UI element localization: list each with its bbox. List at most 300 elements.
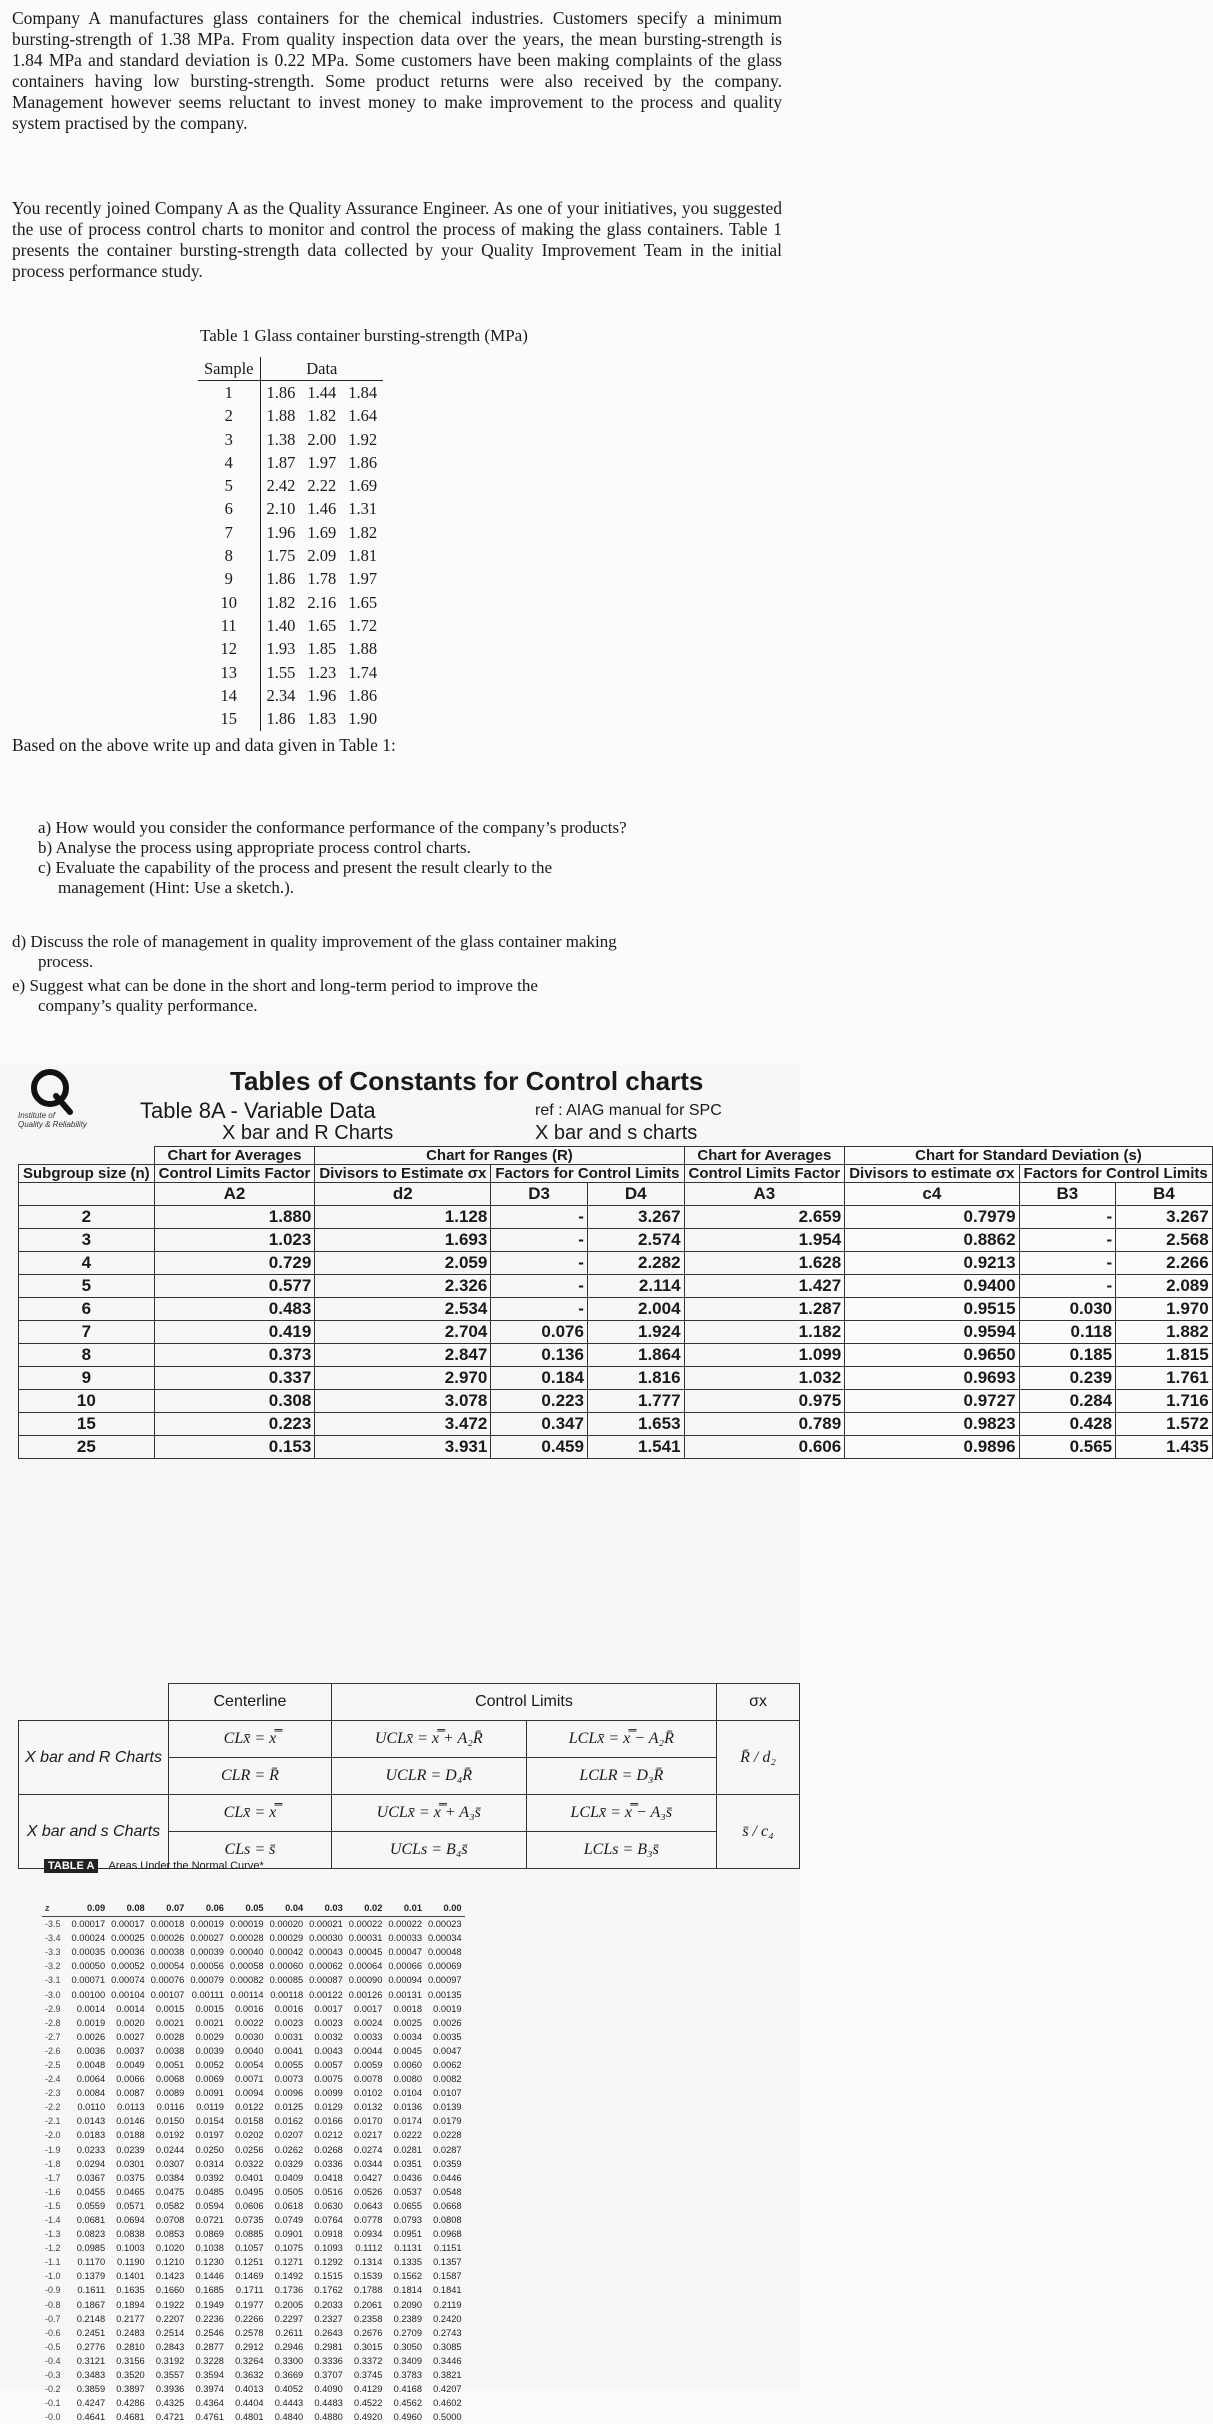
- data-header: Data: [260, 357, 383, 381]
- area-cell: 0.00114: [230, 1989, 264, 2000]
- constant-cell: 0.373: [154, 1344, 315, 1367]
- table-row: [198, 638, 383, 661]
- area-cell: 0.00031: [348, 1933, 383, 1944]
- area-cell: 0.0505: [274, 2186, 304, 2197]
- z-value: -3.1: [45, 1975, 61, 1986]
- area-cell: 0.3707: [314, 2370, 343, 2381]
- area-cell: 0.00040: [229, 1947, 264, 1958]
- sample-number: 4: [198, 451, 260, 474]
- data-cell: 1.40: [266, 615, 296, 635]
- area-cell: 0.0057: [314, 2059, 343, 2070]
- area-cell: 0.0427: [353, 2172, 383, 2183]
- table-row: [19, 1229, 1213, 1252]
- area-cell: 0.00118: [270, 1989, 304, 2000]
- area-cell: 0.0048: [76, 2059, 106, 2070]
- table-row: [198, 661, 383, 684]
- area-cell: 0.2946: [274, 2341, 304, 2352]
- area-cell: 0.4681: [116, 2412, 145, 2423]
- area-cell: 0.1170: [77, 2257, 106, 2268]
- area-cell: 0.0202: [235, 2130, 264, 2141]
- z-value: -1.6: [45, 2186, 61, 2197]
- data-cell: 1.96: [307, 685, 337, 705]
- constant-cell: 0.308: [154, 1390, 315, 1413]
- z-value: -3.0: [45, 1989, 61, 2000]
- z-value: -1.7: [45, 2172, 61, 2183]
- xbar-s-subtitle: X bar and s charts: [535, 1122, 698, 1144]
- constant-cell: 2.059: [315, 1252, 491, 1275]
- area-cell: 0.0329: [274, 2158, 304, 2169]
- table-row: [42, 2340, 465, 2354]
- area-cell: 0.2389: [393, 2313, 422, 2324]
- area-cell: 0.0162: [274, 2116, 304, 2127]
- area-cell: 0.0655: [393, 2200, 422, 2211]
- area-cell: 0.2776: [76, 2341, 106, 2352]
- area-cell: 0.0143: [76, 2116, 106, 2127]
- sample-number: 13: [198, 661, 260, 684]
- area-cell: 0.0113: [116, 2102, 145, 2113]
- constant-cell: -: [491, 1275, 588, 1298]
- constant-cell: 0.606: [684, 1436, 845, 1459]
- area-cell: 0.2611: [275, 2327, 304, 2338]
- table-8a-title: Table 8A - Variable Data: [140, 1098, 376, 1123]
- area-cell: 0.0446: [433, 2172, 462, 2183]
- table-row: [19, 1321, 1213, 1344]
- sample-number: 14: [198, 684, 260, 707]
- area-cell: 0.0078: [353, 2074, 383, 2085]
- area-cell: 0.3300: [274, 2355, 304, 2366]
- data-cell: 1.86: [348, 685, 378, 705]
- constant-cell: 0.347: [491, 1413, 588, 1436]
- constant-cell: 2.089: [1116, 1275, 1213, 1298]
- area-cell: 0.1271: [274, 2257, 304, 2268]
- area-cell: 0.3156: [116, 2355, 145, 2366]
- area-cell: 0.1314: [353, 2257, 383, 2268]
- area-cell: 0.00039: [190, 1947, 224, 1958]
- area-cell: 0.1539: [353, 2271, 383, 2282]
- area-cell: 0.0071: [235, 2074, 264, 2085]
- question-d-line1: d) Discuss the role of management in quality improvement of the glass container making: [12, 932, 617, 951]
- area-cell: 0.00058: [229, 1961, 264, 1972]
- constant-cell: -: [491, 1229, 588, 1252]
- area-cell: 0.3632: [235, 2370, 264, 2381]
- area-cell: 0.0968: [433, 2229, 462, 2240]
- table-row: [42, 2283, 465, 2297]
- area-cell: 0.0017: [314, 2003, 343, 2014]
- area-cell: 0.0031: [274, 2031, 304, 2042]
- area-cell: 0.0016: [235, 2003, 264, 2014]
- chart-ranges-header: Chart for Ranges (R): [315, 1147, 684, 1165]
- area-cell: 0.0107: [433, 2088, 462, 2099]
- constant-cell: 1.653: [587, 1413, 684, 1436]
- column-header: 0.02: [346, 1900, 386, 1917]
- area-cell: 0.00027: [190, 1933, 224, 1944]
- constant-cell: 2.282: [587, 1252, 684, 1275]
- subgroup-size: 10: [19, 1390, 155, 1413]
- area-cell: 0.2061: [353, 2299, 383, 2310]
- area-cell: 0.0091: [195, 2088, 224, 2099]
- area-cell: 0.0401: [235, 2172, 264, 2183]
- area-cell: 0.0119: [196, 2102, 224, 2113]
- area-cell: 0.0068: [155, 2074, 185, 2085]
- table-row: [42, 2269, 465, 2283]
- area-cell: 0.0089: [155, 2088, 185, 2099]
- area-cell: 0.00111: [191, 1989, 224, 2000]
- constant-cell: 0.789: [684, 1413, 845, 1436]
- constant-cell: 0.9823: [845, 1413, 1019, 1436]
- area-cell: 0.0051: [155, 2059, 185, 2070]
- blank-corner: [19, 1147, 155, 1165]
- chart-sd-header: Chart for Standard Deviation (s): [845, 1147, 1213, 1165]
- area-cell: 0.2148: [76, 2313, 106, 2324]
- area-cell: 0.1711: [235, 2285, 264, 2296]
- constant-cell: -: [1019, 1252, 1116, 1275]
- area-cell: 0.0110: [77, 2102, 106, 2113]
- area-cell: 0.3974: [195, 2384, 224, 2395]
- area-cell: 0.0099: [314, 2088, 343, 2099]
- area-cell: 0.0793: [393, 2215, 422, 2226]
- symbol-cell: A2: [154, 1183, 315, 1206]
- area-cell: 0.00030: [309, 1933, 343, 1944]
- question-e-line1: e) Suggest what can be done in the short and long-term period to improve the: [12, 976, 538, 995]
- z-value: -0.0: [45, 2412, 61, 2423]
- constant-cell: 1.777: [587, 1390, 684, 1413]
- area-cell: 0.2546: [195, 2327, 224, 2338]
- area-cell: 0.2912: [235, 2341, 264, 2352]
- constant-cell: 1.864: [587, 1344, 684, 1367]
- table-row: [19, 1206, 1213, 1229]
- table-row: [42, 2396, 465, 2410]
- data-cell: 2.42: [266, 476, 296, 496]
- subgroup-size: 3: [19, 1229, 155, 1252]
- table-row: [42, 2143, 465, 2157]
- constant-cell: 1.287: [684, 1298, 845, 1321]
- table-row: [19, 1436, 1213, 1459]
- sample-number: 2: [198, 405, 260, 428]
- area-cell: 0.4443: [274, 2398, 304, 2409]
- sample-number: 1: [198, 381, 260, 405]
- area-cell: 0.0023: [314, 2017, 343, 2028]
- column-header: z: [42, 1900, 69, 1917]
- table-row: [42, 2030, 465, 2044]
- data-cell: 1.65: [307, 615, 337, 635]
- area-cell: 0.00066: [388, 1961, 422, 1972]
- area-cell: 0.3085: [433, 2341, 462, 2352]
- intro-paragraph-2: You recently joined Company A as the Quality Assurance Engineer. As one of your initiatives, you suggested the use of process control charts to monitor and control the process of making the glass containers. Table 1 presents the container bursting-strength data collected by your Quality Improvement Team in the initial process performance study.: [12, 198, 782, 281]
- area-cell: 0.2090: [393, 2299, 422, 2310]
- area-cell: 0.00122: [309, 1989, 343, 2000]
- area-cell: 0.1660: [155, 2285, 185, 2296]
- area-cell: 0.1788: [353, 2285, 383, 2296]
- constant-cell: 1.182: [684, 1321, 845, 1344]
- questions-lead: Based on the above write up and data given in Table 1:: [12, 735, 396, 755]
- area-cell: 0.0262: [274, 2144, 304, 2155]
- area-cell: 0.1841: [433, 2285, 462, 2296]
- question-d-line2: process.: [38, 952, 94, 971]
- constant-cell: 0.975: [684, 1390, 845, 1413]
- z-value: -3.2: [45, 1961, 61, 1972]
- z-value: -0.8: [45, 2299, 61, 2310]
- area-cell: 0.0021: [195, 2017, 224, 2028]
- area-cell: 0.1867: [76, 2299, 106, 2310]
- area-cell: 0.0516: [314, 2186, 343, 2197]
- table-row: [19, 1344, 1213, 1367]
- area-cell: 0.3783: [393, 2370, 422, 2381]
- constant-cell: 0.9515: [845, 1298, 1019, 1321]
- data-cell: 1.74: [348, 662, 378, 682]
- area-cell: 0.4052: [274, 2384, 304, 2395]
- area-cell: 0.00019: [229, 1919, 264, 1930]
- control-limits-factor-header-2: Control Limits Factor: [684, 1165, 845, 1183]
- data-cell: 1.92: [348, 429, 378, 449]
- area-cell: 0.0018: [393, 2003, 422, 2014]
- intro-paragraph-1: Company A manufactures glass containers for the chemical industries. Customers specify a minimum bursting-strength of 1.38 MPa. From quality inspection data over the years, the mean bursting-strength is 1.84 MPa and standard deviation is 0.22 MPa. Some customers have been making complaints of the glass containers having low bursting-strength. Some product returns were also received by the company. Management however seems reluctant to invest money to make improvement to the process and quality system practised by the company.: [12, 8, 782, 133]
- area-cell: 0.0045: [393, 2045, 422, 2056]
- data-cell: 1.87: [266, 452, 296, 472]
- data-cell: 2.09: [307, 546, 337, 566]
- area-cell: 0.0024: [353, 2017, 383, 2028]
- constant-cell: 2.704: [315, 1321, 491, 1344]
- constant-cell: 0.9594: [845, 1321, 1019, 1344]
- table-row: [42, 2002, 465, 2016]
- area-cell: 0.0808: [433, 2215, 462, 2226]
- constant-cell: -: [491, 1252, 588, 1275]
- xr-center-mean: CLx̄ = x̿: [168, 1721, 331, 1758]
- area-cell: 0.0174: [393, 2116, 422, 2127]
- xr-lcl-range: LCLR = D₃R̄: [526, 1758, 716, 1795]
- xs-ucl-mean: UCLx̄ = x̿ + A₃s̄: [331, 1795, 526, 1832]
- symbol-cell: c4: [845, 1183, 1019, 1206]
- sample-number: 15: [198, 707, 260, 730]
- area-cell: 0.00054: [150, 1961, 185, 1972]
- z-value: -1.1: [45, 2257, 61, 2268]
- area-cell: 0.1685: [195, 2285, 224, 2296]
- area-cell: 0.0985: [76, 2243, 106, 2254]
- area-cell: 0.00069: [428, 1961, 462, 1972]
- area-cell: 0.3264: [235, 2355, 264, 2366]
- area-cell: 0.0485: [195, 2186, 224, 2197]
- xbar-s-label: X bar and s Charts: [19, 1795, 169, 1869]
- constant-cell: 1.924: [587, 1321, 684, 1344]
- constant-cell: 1.128: [315, 1206, 491, 1229]
- z-value: -2.2: [45, 2102, 61, 2113]
- area-cell: 0.5000: [433, 2412, 462, 2423]
- area-cell: 0.0019: [433, 2003, 462, 2014]
- xr-center-range: CLR = R̄: [168, 1758, 331, 1795]
- reference-note: ref : AIAG manual for SPC: [535, 1102, 722, 1119]
- data-cell: 1.72: [348, 615, 378, 635]
- area-cell: 0.00131: [388, 1989, 422, 2000]
- constant-cell: 0.153: [154, 1436, 315, 1459]
- subgroup-size: 9: [19, 1367, 155, 1390]
- data-cell: 1.78: [307, 569, 337, 589]
- table-row: [42, 2354, 465, 2368]
- subgroup-size: 25: [19, 1436, 155, 1459]
- data-cell: 1.83: [307, 709, 337, 729]
- area-cell: 0.4129: [353, 2384, 383, 2395]
- constant-cell: 0.577: [154, 1275, 315, 1298]
- area-cell: 0.00033: [388, 1933, 422, 1944]
- constant-cell: 0.118: [1019, 1321, 1116, 1344]
- area-cell: 0.00062: [309, 1961, 343, 1972]
- area-cell: 0.0322: [235, 2158, 264, 2169]
- area-cell: 0.0901: [274, 2229, 304, 2240]
- control-limits-factor-header: Control Limits Factor: [154, 1165, 315, 1183]
- subgroup-size: 4: [19, 1252, 155, 1275]
- area-cell: 0.0032: [314, 2031, 343, 2042]
- area-cell: 0.00042: [269, 1947, 304, 1958]
- area-cell: 0.00024: [71, 1933, 106, 1944]
- area-cell: 0.0096: [274, 2088, 304, 2099]
- constant-cell: 0.9693: [845, 1367, 1019, 1390]
- constant-cell: 0.459: [491, 1436, 588, 1459]
- area-cell: 0.2709: [393, 2327, 422, 2338]
- area-cell: 0.00038: [150, 1947, 185, 1958]
- factors-header: Factors for Control Limits: [491, 1165, 684, 1183]
- constant-cell: 0.8862: [845, 1229, 1019, 1252]
- table-row: [42, 1959, 465, 1973]
- column-header: 0.03: [306, 1900, 346, 1917]
- area-cell: 0.1292: [314, 2257, 343, 2268]
- area-cell: 0.00135: [428, 1989, 462, 2000]
- constant-cell: 0.9213: [845, 1252, 1019, 1275]
- area-cell: 0.1251: [235, 2257, 264, 2268]
- table-row: [42, 2114, 465, 2128]
- data-cell: 1.69: [307, 522, 337, 542]
- area-cell: 0.2236: [195, 2313, 224, 2324]
- area-cell: 0.0735: [235, 2215, 264, 2226]
- table-row: [198, 707, 383, 730]
- area-cell: 0.0375: [116, 2172, 145, 2183]
- area-cell: 0.2981: [314, 2341, 343, 2352]
- area-cell: 0.0030: [235, 2031, 264, 2042]
- table-row: [198, 498, 383, 521]
- area-cell: 0.0409: [274, 2172, 304, 2183]
- area-cell: 0.3192: [155, 2355, 185, 2366]
- area-cell: 0.00026: [150, 1933, 185, 1944]
- constant-cell: 1.032: [684, 1367, 845, 1390]
- area-cell: 0.0040: [235, 2045, 264, 2056]
- area-cell: 0.1230: [195, 2257, 224, 2268]
- xr-sigma: R̄ / d₂: [717, 1721, 800, 1795]
- data-cell: 1.23: [307, 662, 337, 682]
- area-cell: 0.0294: [76, 2158, 106, 2169]
- constant-cell: 0.7979: [845, 1206, 1019, 1229]
- area-cell: 0.0084: [76, 2088, 106, 2099]
- table-row: [198, 591, 383, 614]
- area-cell: 0.0643: [353, 2200, 383, 2211]
- area-cell: 0.4325: [155, 2398, 185, 2409]
- constant-cell: 0.428: [1019, 1413, 1116, 1436]
- area-cell: 0.2297: [274, 2313, 304, 2324]
- area-cell: 0.3228: [195, 2355, 224, 2366]
- z-value: -0.3: [45, 2370, 61, 2381]
- centerline-header: Centerline: [168, 1684, 331, 1721]
- area-cell: 0.0146: [116, 2116, 145, 2127]
- area-cell: 0.3483: [76, 2370, 106, 2381]
- area-cell: 0.3520: [116, 2370, 145, 2381]
- cl-blank: [19, 1684, 169, 1721]
- area-cell: 0.0075: [314, 2074, 343, 2085]
- area-cell: 0.1894: [116, 2299, 145, 2310]
- constant-cell: 1.628: [684, 1252, 845, 1275]
- data-cell: 1.55: [266, 662, 296, 682]
- area-cell: 0.0681: [76, 2215, 106, 2226]
- constant-cell: 0.239: [1019, 1367, 1116, 1390]
- z-value: -1.8: [45, 2158, 61, 2169]
- area-cell: 0.0838: [116, 2229, 145, 2240]
- area-cell: 0.0062: [433, 2059, 462, 2070]
- area-cell: 0.2451: [76, 2327, 106, 2338]
- question-b: b) Analyse the process using appropriate process control charts.: [38, 838, 471, 857]
- table-row: [198, 428, 383, 451]
- area-cell: 0.2578: [235, 2327, 264, 2338]
- area-cell: 0.0951: [393, 2229, 422, 2240]
- constant-cell: 2.266: [1116, 1252, 1213, 1275]
- area-cell: 0.0618: [274, 2200, 304, 2211]
- area-cell: 0.1515: [314, 2271, 343, 2282]
- area-cell: 0.3669: [274, 2370, 304, 2381]
- constant-cell: 2.574: [587, 1229, 684, 1252]
- area-cell: 0.0708: [155, 2215, 185, 2226]
- symbol-row: [19, 1183, 1213, 1206]
- area-cell: 0.00028: [229, 1933, 264, 1944]
- area-cell: 0.00043: [309, 1947, 343, 1958]
- area-cell: 0.3745: [353, 2370, 383, 2381]
- data-cell: 1.90: [348, 709, 378, 729]
- area-cell: 0.0064: [76, 2074, 106, 2085]
- constant-cell: 0.030: [1019, 1298, 1116, 1321]
- z-value: -0.9: [45, 2285, 61, 2296]
- table-row: [42, 1973, 465, 1987]
- z-value: -3.4: [45, 1933, 61, 1944]
- constant-cell: 1.427: [684, 1275, 845, 1298]
- constant-cell: 3.078: [315, 1390, 491, 1413]
- constant-cell: 3.931: [315, 1436, 491, 1459]
- area-cell: 0.4721: [155, 2412, 185, 2423]
- table-row: [42, 2157, 465, 2171]
- column-header: 0.08: [108, 1900, 148, 1917]
- xs-center-mean: CLx̄ = x̿: [168, 1795, 331, 1832]
- area-cell: 0.1977: [235, 2299, 264, 2310]
- constants-body: [19, 1206, 1213, 1459]
- area-cell: 0.3594: [195, 2370, 224, 2381]
- area-cell: 0.0104: [393, 2088, 422, 2099]
- constant-cell: 2.534: [315, 1298, 491, 1321]
- sample-number: 6: [198, 498, 260, 521]
- constant-cell: -: [1019, 1275, 1116, 1298]
- area-cell: 0.0721: [195, 2215, 224, 2226]
- area-cell: 0.0125: [274, 2102, 304, 2113]
- bursting-strength-body: [198, 381, 383, 731]
- area-cell: 0.0233: [76, 2144, 106, 2155]
- column-header: 0.06: [187, 1900, 227, 1917]
- data-cell: 1.86: [266, 382, 296, 402]
- constant-cell: 0.136: [491, 1344, 588, 1367]
- area-cell: 0.00079: [190, 1975, 224, 1986]
- area-cell: 0.2207: [155, 2313, 185, 2324]
- area-cell: 0.0436: [393, 2172, 422, 2183]
- constant-cell: 0.185: [1019, 1344, 1116, 1367]
- area-cell: 0.00126: [348, 1989, 383, 2000]
- z-value: -3.5: [45, 1919, 61, 1930]
- table-row: [19, 1413, 1213, 1436]
- area-cell: 0.0049: [116, 2059, 145, 2070]
- area-cell: 0.0548: [433, 2186, 462, 2197]
- area-cell: 0.0021: [155, 2017, 185, 2028]
- table-row: [198, 521, 383, 544]
- constant-cell: 0.565: [1019, 1436, 1116, 1459]
- area-cell: 0.00076: [150, 1975, 185, 1986]
